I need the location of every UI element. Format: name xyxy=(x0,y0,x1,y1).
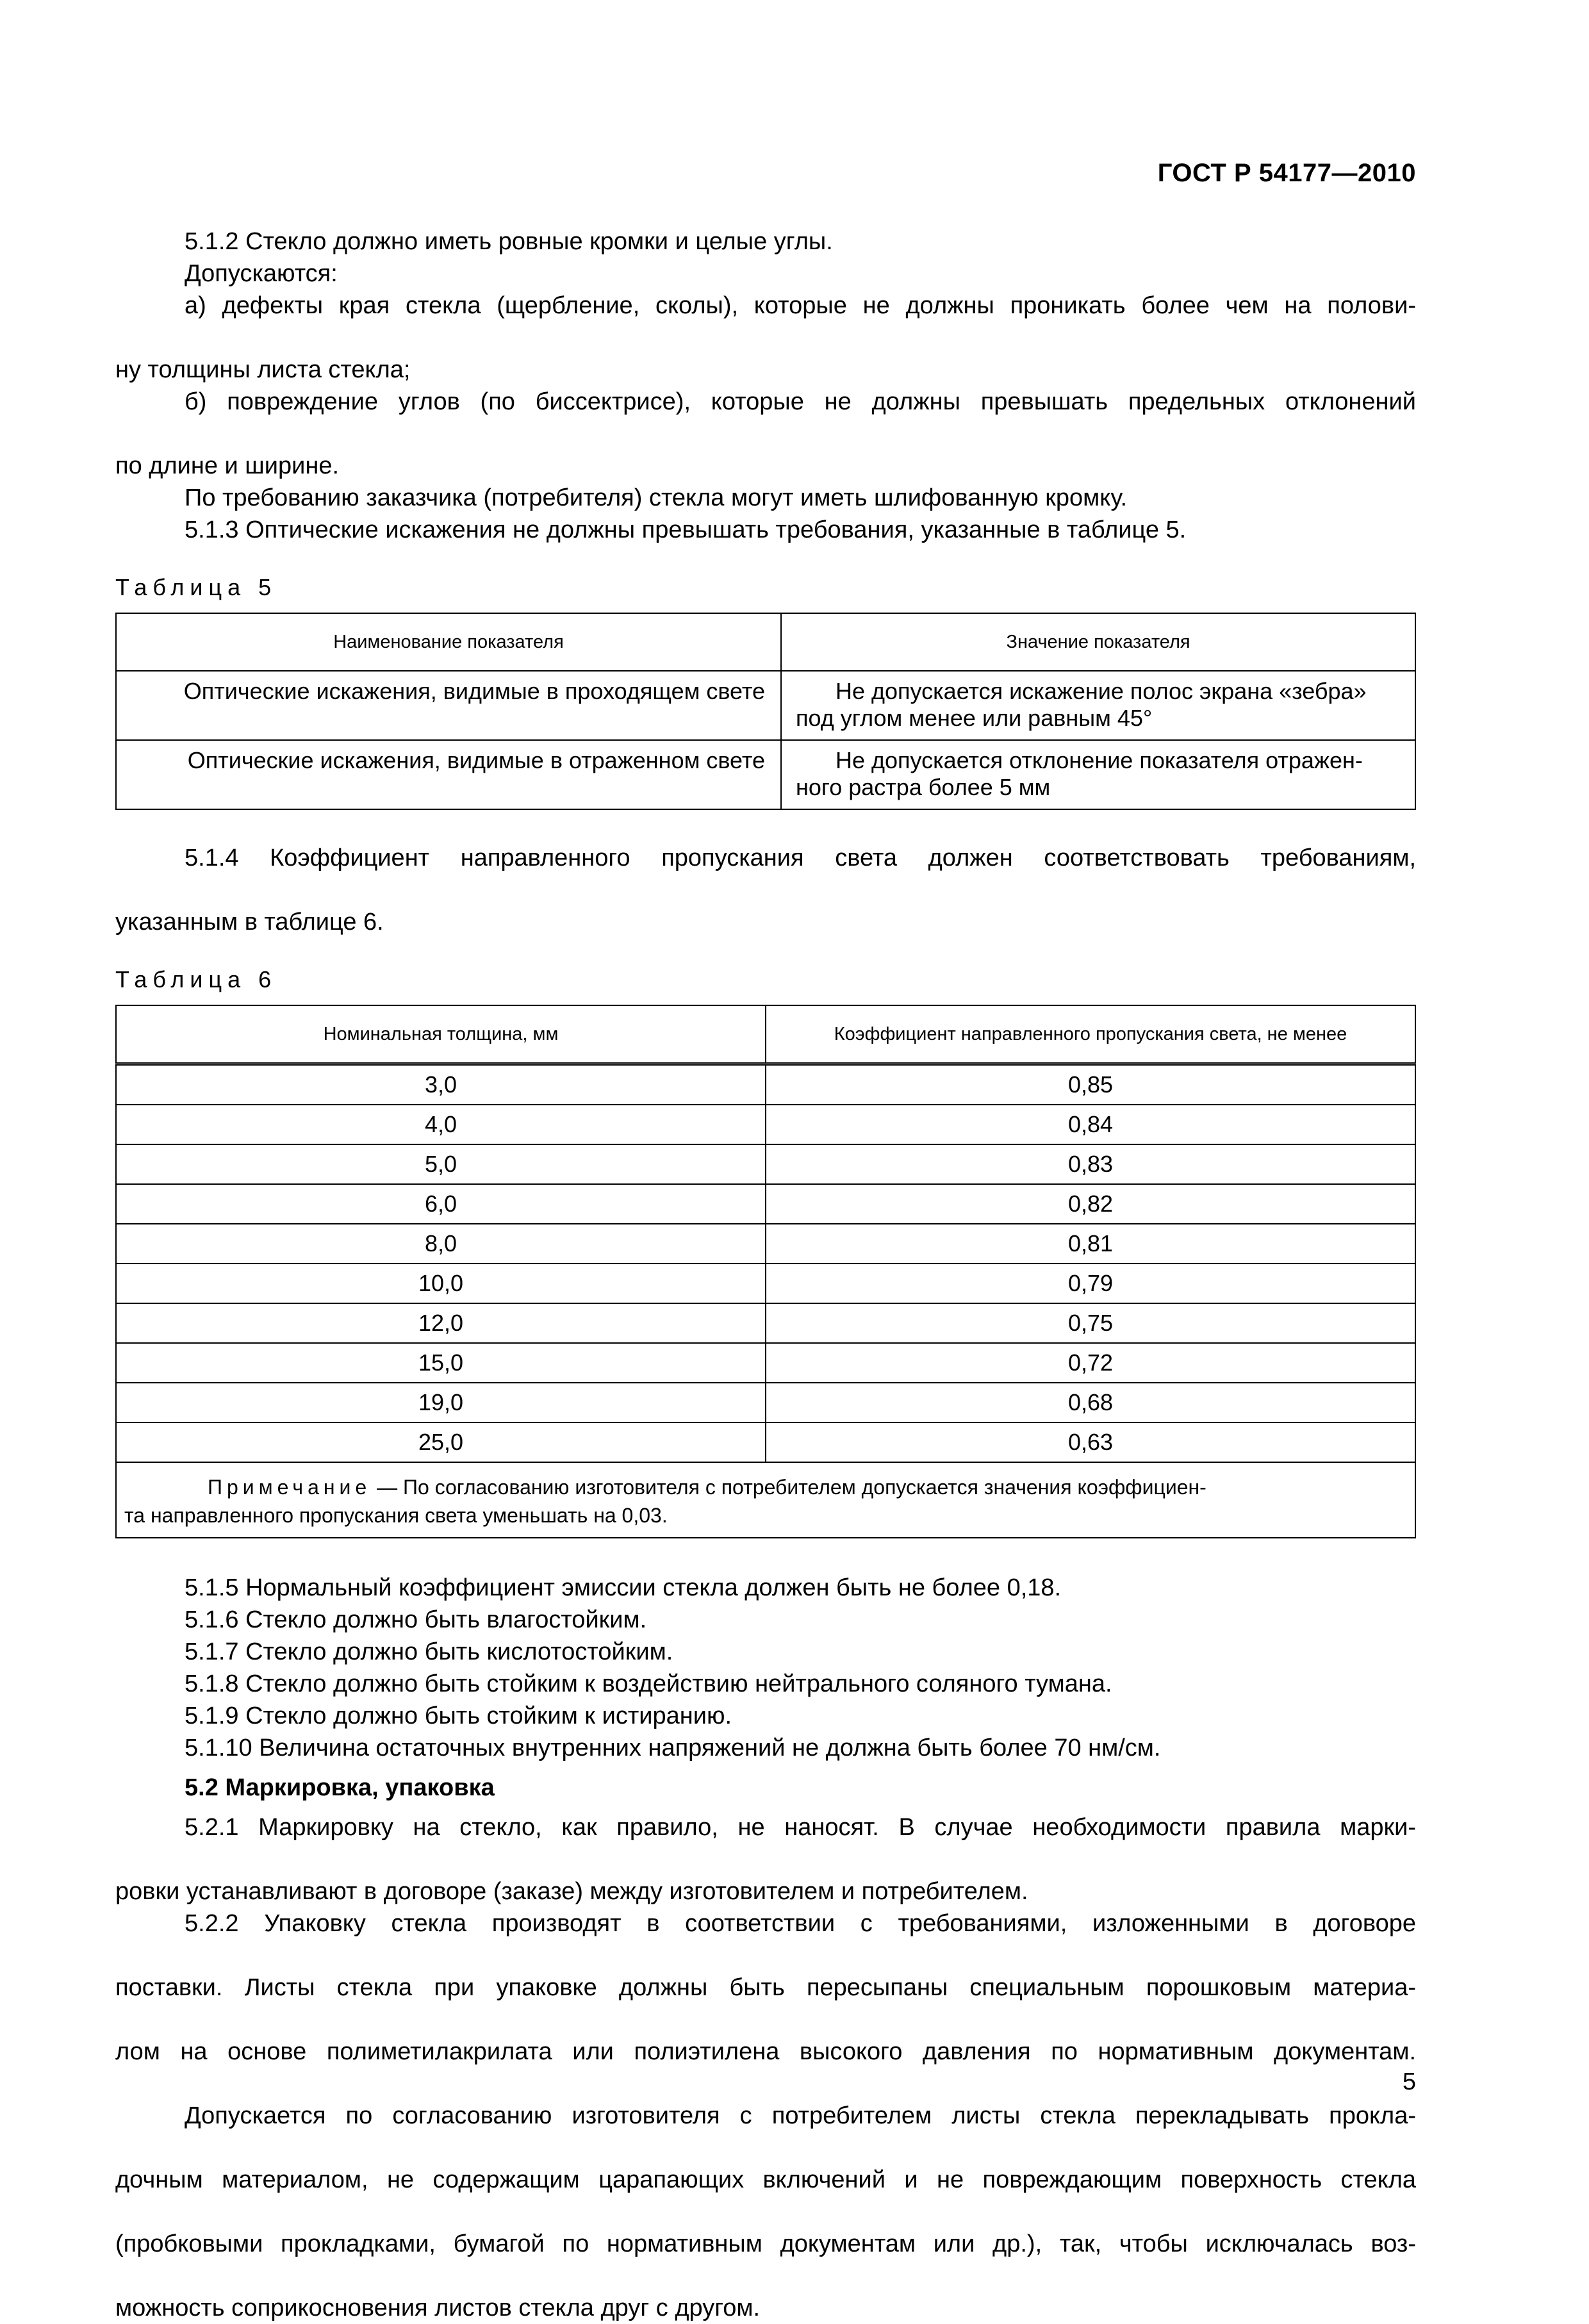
table6-note-row xyxy=(116,1462,1415,1538)
clause-5-2-2-line3: лом на основе полиметилакрилата или полиэтилена высокого давления по нормативным документам. xyxy=(115,2038,1416,2065)
table6-header-thickness: Номинальная толщина, мм xyxy=(116,1005,766,1064)
clause-5-1-4-line1: 5.1.4 Коэффициент направленного пропускания света должен соответствовать требованиям, xyxy=(185,845,1416,871)
table6-header-coefficient: Коэффициент направленного пропускания света, не менее xyxy=(766,1005,1415,1064)
clause-5-2-1-line1: 5.2.1 Маркировку на стекло, как правило, не наносят. В случае необходимости правила марки- xyxy=(185,1814,1416,1841)
allowance-line3: (пробковыми прокладками, бумагой по нормативным документам или др.), так, чтобы исключалась воз- xyxy=(115,2230,1416,2257)
thickness-cell: 8,0 xyxy=(116,1224,766,1264)
table-row xyxy=(116,1144,1415,1184)
table-row xyxy=(116,1303,1415,1343)
clause-5-1-8: 5.1.8 Стекло должно быть стойким к воздействию нейтрального соляного тумана. xyxy=(185,1670,1112,1697)
table5-cell-name: Оптические искажения, видимые в проходящем свете xyxy=(116,671,781,740)
allowance-line1: Допускается по согласованию изготовителя с потребителем листы стекла перекладывать прокла- xyxy=(185,2102,1416,2129)
item-b-line1: б) повреждение углов (по биссектрисе), которые не должны превышать предельных отклонений xyxy=(185,388,1416,415)
clause-5-2-2-line2: поставки. Листы стекла при упаковке должны быть пересыпаны специальным порошковым материа- xyxy=(115,1974,1416,2001)
table-row xyxy=(116,1383,1415,1422)
table-row xyxy=(116,1422,1415,1462)
table5-value-line1: Не допускается отклонение показателя отражен- xyxy=(836,747,1363,773)
allowed-label: Допускаются: xyxy=(185,260,338,287)
clause-5-1-6: 5.1.6 Стекло должно быть влагостойким. xyxy=(185,1606,647,1633)
item-a-line1: а) дефекты края стекла (щербление, сколы), которые не должны проникать более чем на полови- xyxy=(185,292,1416,319)
section-5-2-heading: 5.2 Маркировка, упаковка xyxy=(185,1774,495,1801)
table-row xyxy=(116,740,1415,809)
table6-note xyxy=(116,1462,1415,1538)
page-content xyxy=(115,226,1416,2324)
thickness-cell: 4,0 xyxy=(116,1105,766,1144)
table5-header-name: Наименование показателя xyxy=(116,613,781,671)
thickness-cell: 12,0 xyxy=(116,1303,766,1343)
table6-caption: Таблица 6 xyxy=(115,966,277,993)
thickness-cell: 19,0 xyxy=(116,1383,766,1422)
clause-5-2-1-line2: ровки устанавливают в договоре (заказе) между изготовителем и потребителем. xyxy=(115,1878,1028,1905)
allowance-line2: дочным материалом, не содержащим царапающих включений и не повреждающим поверхность стекла xyxy=(115,2166,1416,2193)
note-text-line2: та направленного пропускания света уменьшать на 0,03. xyxy=(124,1504,668,1527)
table-row xyxy=(116,671,1415,740)
thickness-cell: 6,0 xyxy=(116,1184,766,1224)
table-row xyxy=(116,1224,1415,1264)
table5-cell-value xyxy=(781,671,1415,740)
table-row xyxy=(116,1105,1415,1144)
table5 xyxy=(115,613,1416,810)
thickness-cell: 5,0 xyxy=(116,1144,766,1184)
item-b-line2: по длине и ширине. xyxy=(115,452,340,479)
table5-header-row xyxy=(116,613,1415,671)
table5-cell-value xyxy=(781,740,1415,809)
table5-value-line1: Не допускается искажение полос экрана «зебра» xyxy=(836,678,1367,704)
table5-value-line2: ного растра более 5 мм xyxy=(796,774,1051,800)
clause-5-1-5: 5.1.5 Нормальный коэффициент эмиссии стекла должен быть не более 0,18. xyxy=(185,1574,1062,1601)
page-number: 5 xyxy=(1402,2068,1416,2095)
clause-5-2-2-line1: 5.2.2 Упаковку стекла производят в соответствии с требованиями, изложенными в договоре xyxy=(185,1910,1416,1937)
table-row xyxy=(116,1264,1415,1303)
clause-5-1-3: 5.1.3 Оптические искажения не должны превышать требования, указанные в таблице 5. xyxy=(185,516,1187,543)
table6 xyxy=(115,1005,1416,1538)
coefficient-cell: 0,68 xyxy=(766,1383,1415,1422)
clause-5-1-9: 5.1.9 Стекло должно быть стойким к истиранию. xyxy=(185,1702,732,1729)
coefficient-cell: 0,83 xyxy=(766,1144,1415,1184)
coefficient-cell: 0,84 xyxy=(766,1105,1415,1144)
clause-5-1-4-line2: указанным в таблице 6. xyxy=(115,909,384,935)
coefficient-cell: 0,85 xyxy=(766,1064,1415,1105)
table-row xyxy=(116,1184,1415,1224)
customer-requirement: По требованию заказчика (потребителя) стекла могут иметь шлифованную кромку. xyxy=(185,484,1128,511)
thickness-cell: 25,0 xyxy=(116,1422,766,1462)
thickness-cell: 3,0 xyxy=(116,1064,766,1105)
table-row xyxy=(116,1064,1415,1105)
coefficient-cell: 0,81 xyxy=(766,1224,1415,1264)
allowance-line4: можность соприкосновения листов стекла друг с другом. xyxy=(115,2295,761,2321)
table5-header-value: Значение показателя xyxy=(781,613,1415,671)
item-a-line2: ну толщины листа стекла; xyxy=(115,356,411,383)
thickness-cell: 15,0 xyxy=(116,1343,766,1383)
clause-5-1-2: 5.1.2 Стекло должно иметь ровные кромки и целые углы. xyxy=(185,228,833,255)
coefficient-cell: 0,82 xyxy=(766,1184,1415,1224)
table-row xyxy=(116,1343,1415,1383)
coefficient-cell: 0,75 xyxy=(766,1303,1415,1343)
note-text-line1: — По согласованию изготовителя с потребителем допускается значения коэффициен- xyxy=(371,1476,1206,1499)
table6-header-row xyxy=(116,1005,1415,1064)
note-line1 xyxy=(124,1473,1407,1501)
coefficient-cell: 0,79 xyxy=(766,1264,1415,1303)
coefficient-cell: 0,63 xyxy=(766,1422,1415,1462)
table5-cell-name: Оптические искажения, видимые в отраженном свете xyxy=(116,740,781,809)
clause-5-1-7: 5.1.7 Стекло должно быть кислотостойким. xyxy=(185,1638,673,1665)
document-designation: ГОСТ Р 54177—2010 xyxy=(1157,159,1416,187)
table5-value-line2: под углом менее или равным 45° xyxy=(796,705,1153,731)
table5-caption: Таблица 5 xyxy=(115,574,277,600)
clause-5-1-10: 5.1.10 Величина остаточных внутренних напряжений не должна быть более 70 нм/см. xyxy=(185,1735,1161,1761)
note-label: Примечание xyxy=(208,1476,372,1499)
coefficient-cell: 0,72 xyxy=(766,1343,1415,1383)
thickness-cell: 10,0 xyxy=(116,1264,766,1303)
